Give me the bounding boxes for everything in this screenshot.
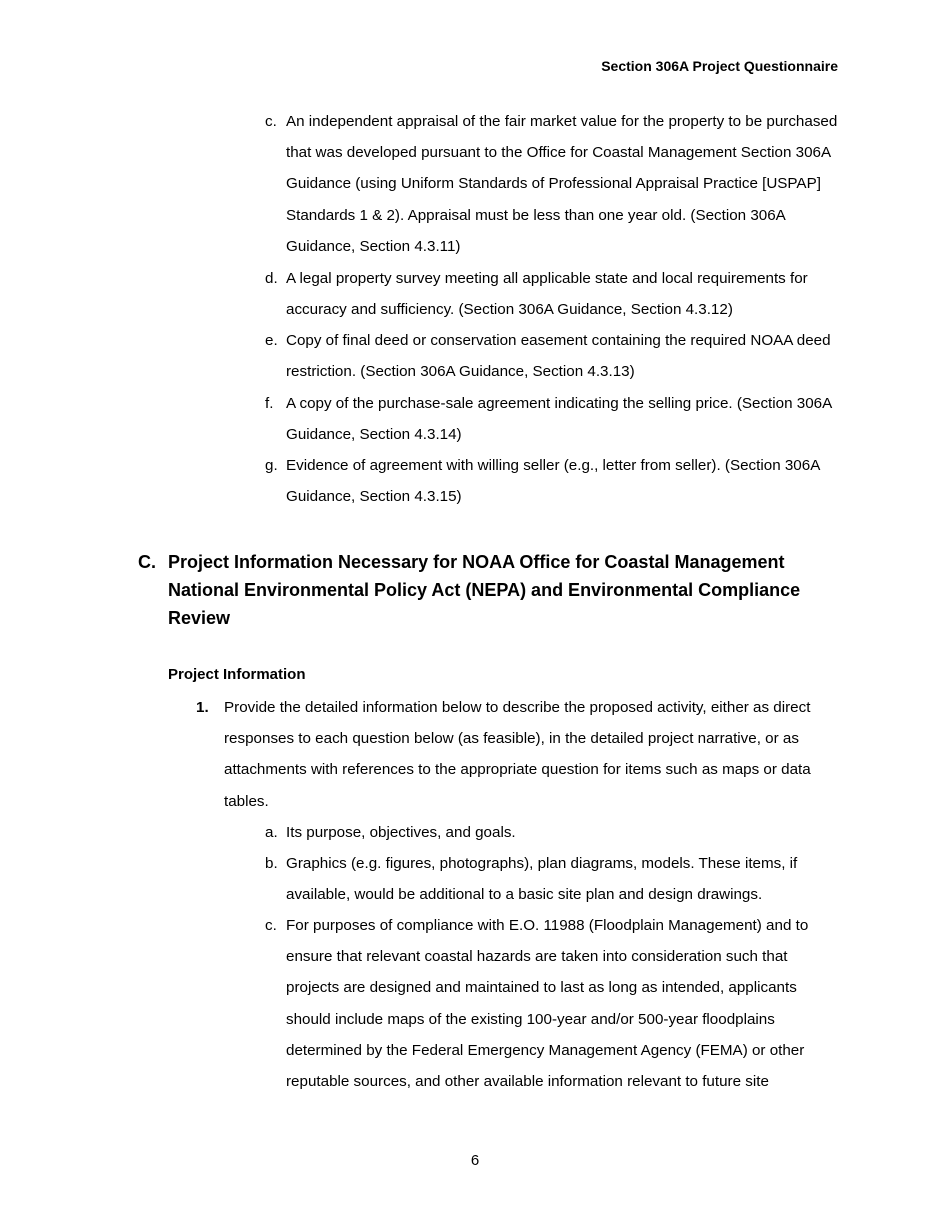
list-item [265,325,840,387]
list-item-text: Graphics (e.g. figures, photographs), plan diagrams, models. These items, if available, would be additional to a basic site plan and design drawings. [286,855,798,904]
list-item [265,263,840,325]
list-item [265,450,840,512]
numbered-item [196,692,836,817]
subheading: Project Information [168,666,306,683]
list-item [265,388,840,450]
list-item-text: Evidence of agreement with willing seller (e.g., letter from seller). (Section 306A Guidance, Section 4.3.15) [286,457,820,506]
numbered-item-text: Provide the detailed information below to describe the proposed activity, either as direct responses to each question below (as feasible), in the detailed project narrative, or as attachments with references to the appropriate question for items such as maps or data tables. [224,699,811,810]
list-item-letter: a. [265,824,278,841]
list-item-letter: d. [265,270,278,287]
section-heading [138,548,818,632]
list-item-letter: c. [265,917,277,934]
page-number: 6 [470,1152,480,1169]
running-header: Section 306A Project Questionnaire [601,58,838,74]
list-item-letter: g. [265,457,278,474]
list-item-text: Copy of final deed or conservation easement containing the required NOAA deed restriction. (Section 306A Guidance, Section 4.3.13) [286,332,831,381]
list-item-text: Its purpose, objectives, and goals. [286,824,516,841]
list-item-letter: c. [265,113,277,130]
list-item-letter: f. [265,395,274,412]
section-title: Project Information Necessary for NOAA Office for Coastal Management National Environmental Policy Act (NEPA) and Environmental Compliance Review [168,552,801,628]
list-item-text: A legal property survey meeting all applicable state and local requirements for accuracy and sufficiency. (Section 306A Guidance, Section 4.3.12) [286,270,808,319]
list-item [265,817,840,848]
list-item-letter: e. [265,332,278,349]
list-item-text: A copy of the purchase-sale agreement indicating the selling price. (Section 306A Guidance, Section 4.3.14) [286,395,832,444]
list-item-text: An independent appraisal of the fair market value for the property to be purchased that was developed pursuant to the Office for Coastal Management Section 306A Guidance (using Uniform Standards of Professional Appraisal Practice [USPAP] Standards 1 & 2). Appraisal must be less than one year old. (Section 306A Guidance, Section 4.3.11) [286,113,838,255]
list-item [265,848,840,910]
list-item-letter: b. [265,855,278,872]
section-letter: C. [138,552,156,572]
list-item [265,106,840,262]
numbered-item-number: 1. [196,699,209,716]
list-item [265,910,840,1097]
list-item-text: For purposes of compliance with E.O. 11988 (Floodplain Management) and to ensure that relevant coastal hazards are taken into consideration such that projects are designed and maintained to last as long as intended, applicants should include maps of the existing 100-year and/or 500-year floodplains determined by the Federal Emergency Management Agency (FEMA) or other reputable sources, and other available information relevant to future site [286,917,809,1091]
